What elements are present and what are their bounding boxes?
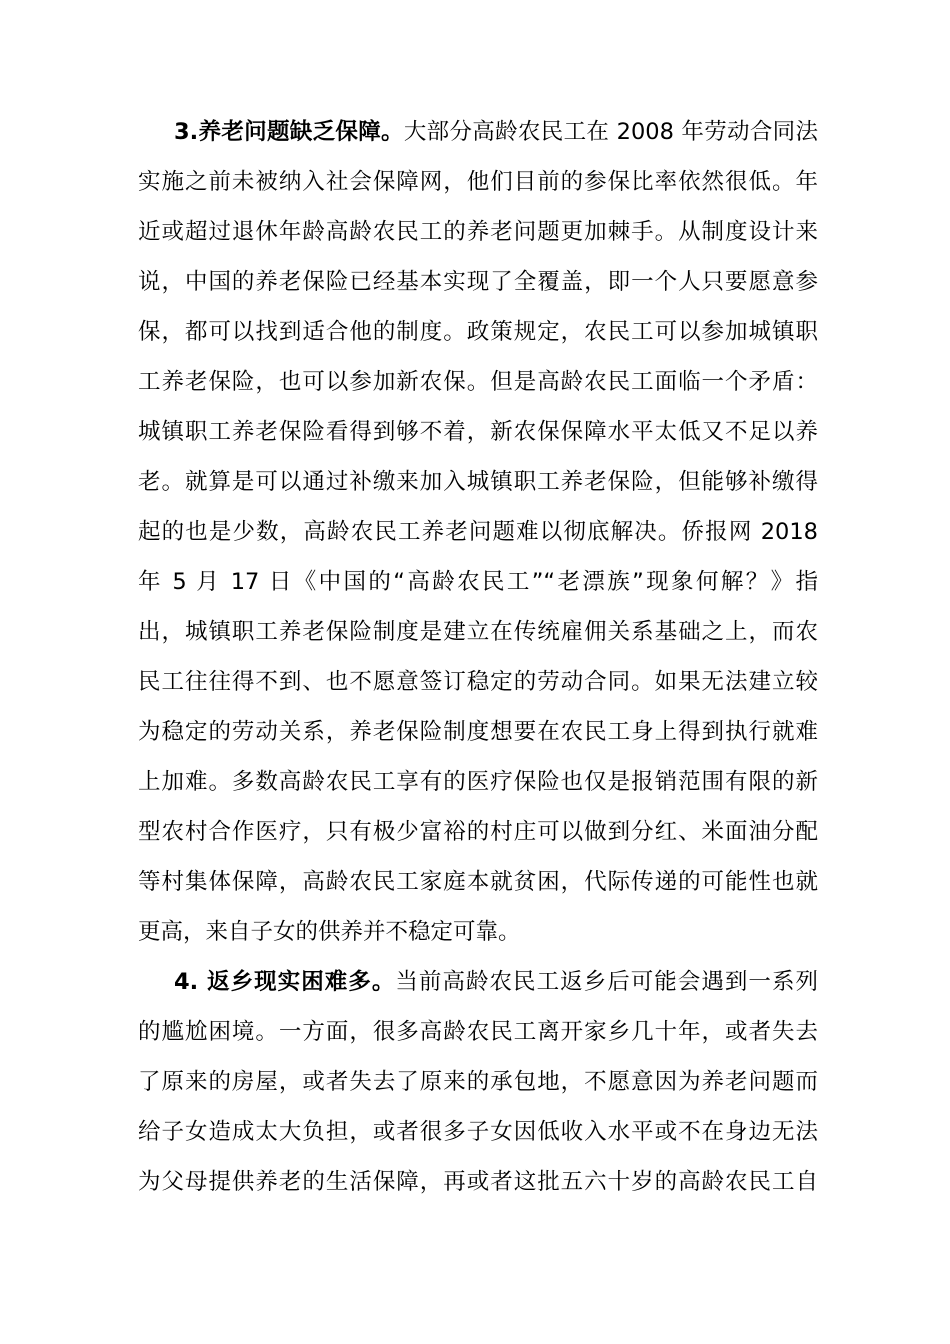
paragraph-4-line-1 (174, 962, 818, 1002)
paragraph-3-line-4: 说，中国的养老保险已经基本实现了全覆盖，即一个人只要愿意参 (138, 269, 818, 295)
paragraph-3-line-1 (174, 112, 818, 152)
paragraph-4-line-4: 给子女造成太大负担，或者很多子女因低收入水平或不在身边无法 (138, 1119, 818, 1145)
paragraph-3-line-2: 实施之前未被纳入社会保障网，他们目前的参保比率依然很低。年 (138, 169, 818, 195)
paragraph-4-line-1-text: 当前高龄农民工返乡后可能会遇到一系列 (395, 969, 818, 995)
paragraph-4-line-3: 了原来的房屋，或者失去了原来的承包地，不愿意因为养老问题而 (138, 1069, 818, 1095)
paragraph-3-line-14: 上加难。多数高龄农民工享有的医疗保险也仅是报销范围有限的新 (138, 769, 818, 795)
paragraph-4-line-2: 的尴尬困境。一方面，很多高龄农民工离开家乡几十年，或者失去 (138, 1019, 818, 1045)
paragraph-3-line-10: 年 5 月 17 日《中国的“高龄农民工”“老漂族”现象何解？》指 (138, 569, 818, 595)
paragraph-3-line-11: 出，城镇职工养老保险制度是建立在传统雇佣关系基础之上，而农 (138, 619, 818, 645)
paragraph-3-line-1-text: 大部分高龄农民工在 2008 年劳动合同法 (403, 119, 818, 145)
paragraph-3-line-12: 民工往往得不到、也不愿意签订稳定的劳动合同。如果无法建立较 (138, 669, 818, 695)
paragraph-4-heading: 4. 返乡现实困难多。 (174, 969, 396, 995)
paragraph-3-line-5: 保，都可以找到适合他的制度。政策规定，农民工可以参加城镇职 (138, 319, 818, 345)
paragraph-3-line-17: 更高，来自子女的供养并不稳定可靠。 (138, 919, 521, 945)
paragraph-3-line-8: 老。就算是可以通过补缴来加入城镇职工养老保险，但能够补缴得 (138, 469, 818, 495)
paragraph-3-line-13: 为稳定的劳动关系，养老保险制度想要在农民工身上得到执行就难 (138, 719, 818, 745)
paragraph-3-line-16: 等村集体保障，高龄农民工家庭本就贫困，代际传递的可能性也就 (138, 869, 818, 895)
paragraph-3-line-7: 城镇职工养老保险看得到够不着，新农保保障水平太低又不足以养 (138, 419, 818, 445)
paragraph-3-line-6: 工养老保险，也可以参加新农保。但是高龄农民工面临一个矛盾： (138, 369, 818, 395)
paragraph-4-line-5: 为父母提供养老的生活保障，再或者这批五六十岁的高龄农民工自 (138, 1169, 818, 1195)
paragraph-3-line-3: 近或超过退休年龄高龄农民工的养老问题更加棘手。从制度设计来 (138, 219, 818, 245)
paragraph-3-line-9: 起的也是少数，高龄农民工养老问题难以彻底解决。侨报网 2018 (138, 519, 818, 545)
paragraph-3-heading: 3.养老问题缺乏保障。 (174, 119, 404, 145)
paragraph-3-line-15: 型农村合作医疗，只有极少富裕的村庄可以做到分红、米面油分配 (138, 819, 818, 845)
